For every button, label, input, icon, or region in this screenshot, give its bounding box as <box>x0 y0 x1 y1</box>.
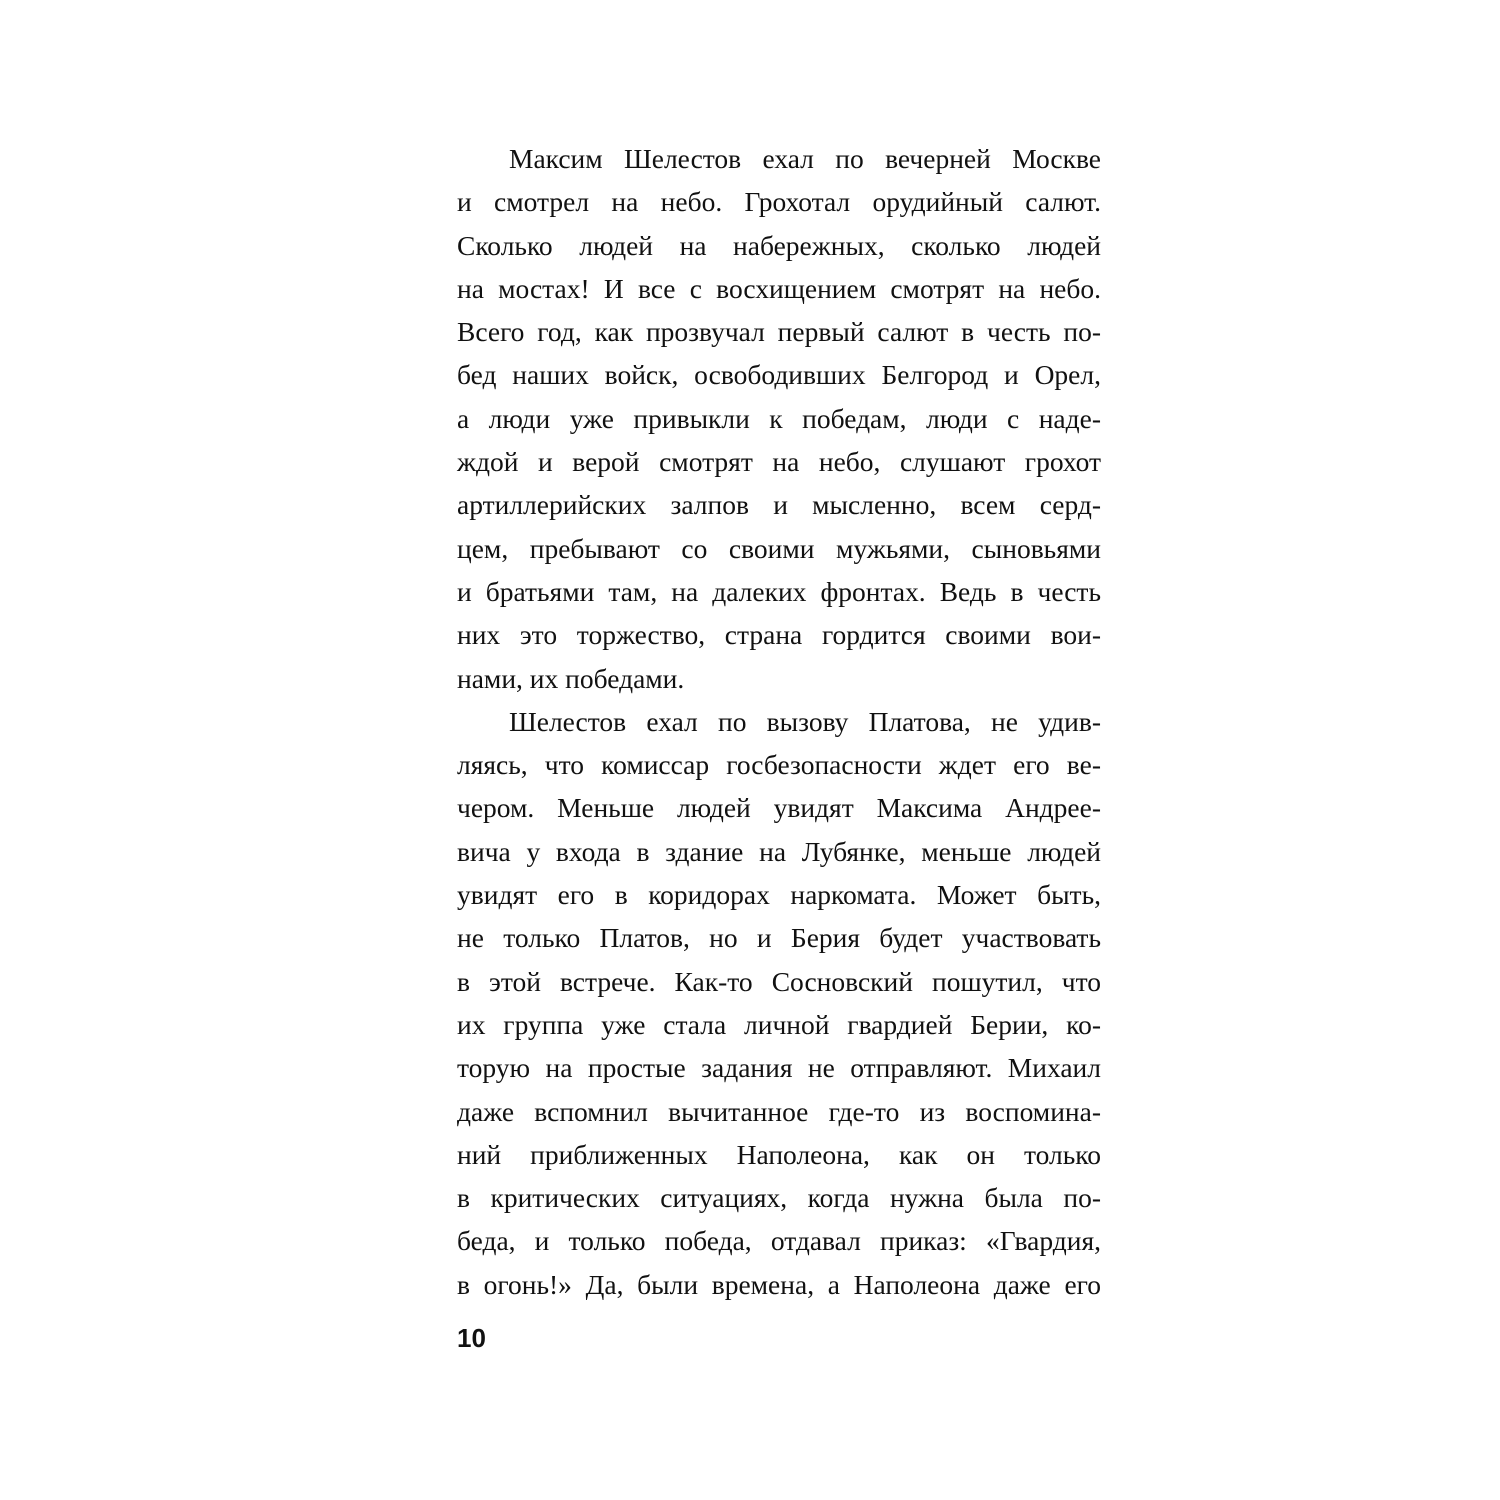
text-line: не только Платов, но и Берия будет участвовать <box>457 922 1101 954</box>
text-line: Максим Шелестов ехал по вечерней Москве <box>509 143 1101 174</box>
text-line: беда, и только победа, отдавал приказ: «Гвардия, <box>457 1225 1101 1257</box>
text-line: ний приближенных Наполеона, как он только <box>457 1138 1101 1170</box>
text-line: ляясь, что комиссар госбезопасности ждет его ве- <box>457 749 1101 781</box>
text-line: чером. Меньше людей увидят Максима Андрее- <box>457 792 1101 824</box>
text-line: них это торжество, страна гордится своими вои- <box>457 619 1101 651</box>
text-line: увидят его в коридорах наркомата. Может быть, <box>457 879 1101 911</box>
text-line: а люди уже привыкли к победам, люди с наде- <box>457 402 1101 434</box>
text-line: их группа уже стала личной гвардией Берии, ко- <box>457 1008 1101 1040</box>
text-line: в этой встрече. Как-то Сосновский пошутил, что <box>457 965 1101 997</box>
text-line: Шелестов ехал по вызову Платова, не удив- <box>509 705 1101 737</box>
text-line: Всего год, как прозвучал первый салют в честь по- <box>457 316 1101 348</box>
text-line: в огонь!» Да, были времена, а Наполеона даже его <box>457 1268 1101 1300</box>
text-line: на мостах! И все с восхищением смотрят на небо. <box>457 272 1101 304</box>
text-line: даже вспомнил вычитанное где-то из воспомина- <box>457 1095 1101 1127</box>
text-line: ждой и верой смотрят на небо, слушают грохот <box>457 446 1101 478</box>
text-line: вича у входа в здание на Лубянке, меньше людей <box>457 835 1101 867</box>
text-line: Сколько людей на набережных, сколько людей <box>457 229 1101 261</box>
text-line: цем, пребывают со своими мужьями, сыновьями <box>457 532 1101 564</box>
body-text <box>457 137 1101 1306</box>
page-number: 10 <box>457 1323 486 1353</box>
text-line: артиллерийских залпов и мысленно, всем серд- <box>457 489 1101 521</box>
text-line: бед наших войск, освободивших Белгород и Орел, <box>457 359 1101 391</box>
text-line: в критических ситуациях, когда нужна была по- <box>457 1182 1101 1214</box>
text-line: и смотрел на небо. Грохотал орудийный салют. <box>457 186 1101 218</box>
text-line: торую на простые задания не отправляют. Михаил <box>457 1052 1101 1084</box>
text-line: и братьями там, на далеких фронтах. Ведь в честь <box>457 575 1101 607</box>
text-line: нами, их победами. <box>457 662 685 694</box>
